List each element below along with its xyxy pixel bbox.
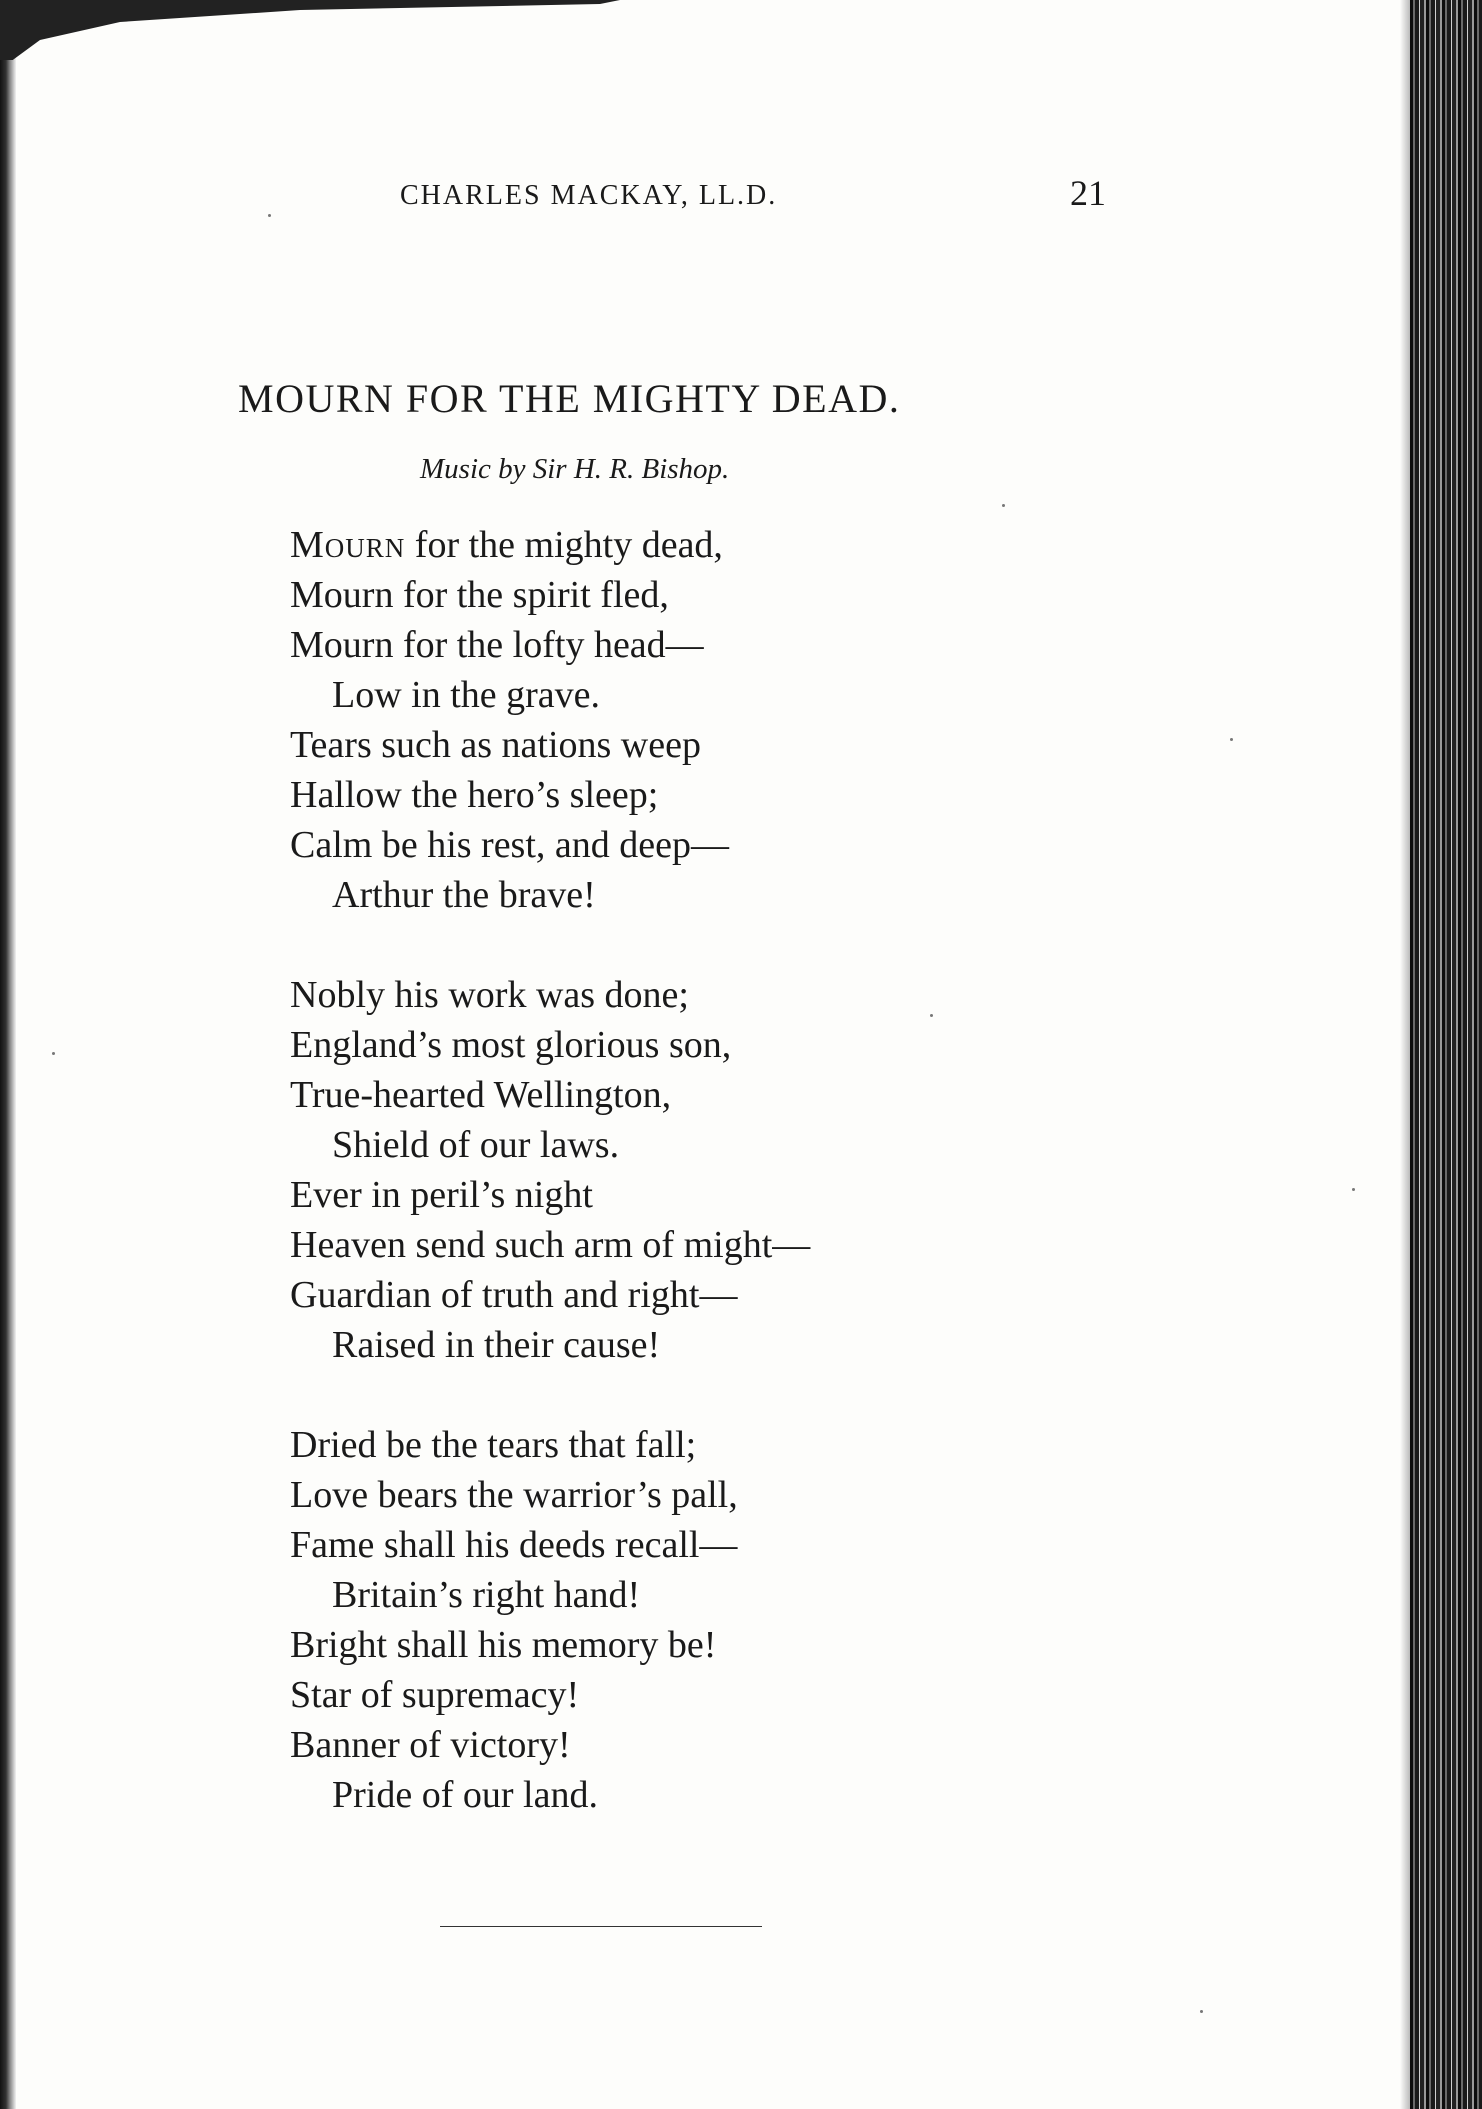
stanza-2 xyxy=(290,970,1090,1370)
scan-right-shadow xyxy=(1400,0,1410,2109)
scan-speck xyxy=(268,214,271,217)
scan-left-edge xyxy=(0,0,16,2109)
scan-speck xyxy=(1352,1188,1355,1191)
poem-line: Britain’s right hand! xyxy=(332,1574,641,1616)
poem-line: Banner of victory! xyxy=(290,1724,571,1766)
end-rule xyxy=(440,1926,762,1927)
scan-speck xyxy=(1002,504,1005,507)
poem-line: Mourn for the mighty dead, xyxy=(290,524,723,566)
scan-speck xyxy=(930,1014,933,1017)
scan-speck xyxy=(1230,738,1233,741)
poem-line: Guardian of truth and right— xyxy=(290,1274,738,1316)
poem-line: Low in the grave. xyxy=(332,674,601,716)
scan-speck xyxy=(1200,2010,1203,2013)
page-number: 21 xyxy=(1070,173,1106,213)
poem-line: True-hearted Wellington, xyxy=(290,1074,672,1116)
poem-line: Love bears the warrior’s pall, xyxy=(290,1474,738,1516)
poem-line: Arthur the brave! xyxy=(332,874,596,916)
poem-line: Mourn for the lofty head— xyxy=(290,624,704,666)
poem-subtitle: Music by Sir H. R. Bishop. xyxy=(420,453,730,485)
running-head: CHARLES MACKAY, LL.D. xyxy=(400,180,778,211)
poem-line: Heaven send such arm of might— xyxy=(290,1224,811,1266)
poem-line: Bright shall his memory be! xyxy=(290,1624,717,1666)
poem-line: Ever in peril’s night xyxy=(290,1174,593,1216)
poem-line: England’s most glorious son, xyxy=(290,1024,732,1066)
first-word: Mourn xyxy=(290,524,406,566)
poem-line: Pride of our land. xyxy=(332,1774,598,1816)
poem-line: Hallow the hero’s sleep; xyxy=(290,774,659,816)
poem-line: Star of supremacy! xyxy=(290,1674,580,1716)
poem-line: Dried be the tears that fall; xyxy=(290,1424,697,1466)
poem-title: MOURN FOR THE MIGHTY DEAD. xyxy=(238,376,901,421)
scan-speck xyxy=(52,1052,55,1055)
poem-line: Calm be his rest, and deep— xyxy=(290,824,730,866)
poem-line: Fame shall his deeds recall— xyxy=(290,1524,738,1566)
stanza-1 xyxy=(290,520,1090,920)
poem-body xyxy=(290,520,1090,1870)
poem-line: Raised in their cause! xyxy=(332,1324,661,1366)
scan-right-edge xyxy=(1410,0,1482,2109)
scan-top-smudge xyxy=(0,0,620,60)
poem-line: Nobly his work was done; xyxy=(290,974,689,1016)
poem-line: Shield of our laws. xyxy=(332,1124,620,1166)
stanza-3 xyxy=(290,1420,1090,1820)
poem-line: Mourn for the spirit fled, xyxy=(290,574,669,616)
poem-line: Tears such as nations weep xyxy=(290,724,701,766)
